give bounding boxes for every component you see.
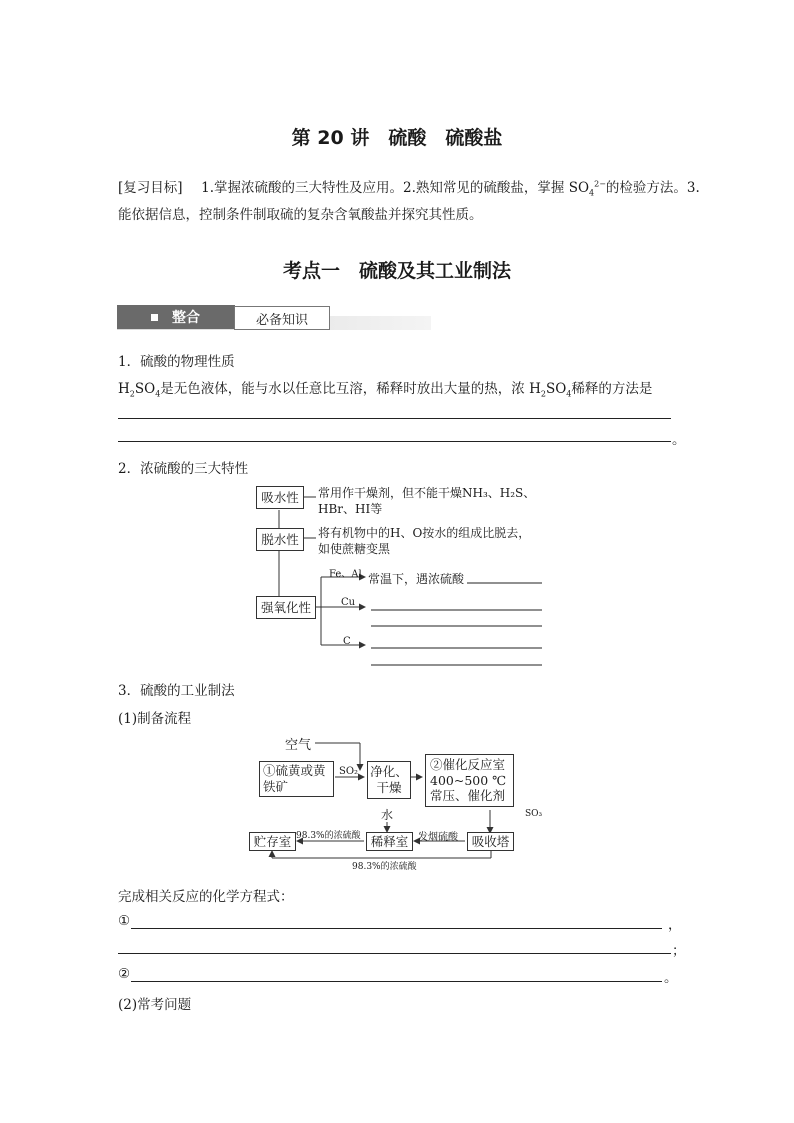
prop1-desc-1: 常用作干燥剂，但不能干燥NH₃、H₂S、 [318, 486, 536, 500]
branch-c: C [343, 636, 351, 647]
banner-dark-label: 整合 [172, 310, 200, 326]
so4-charge: 2− [594, 179, 606, 189]
eq1-comma: ， [668, 917, 682, 933]
s1-sub4: 4 [155, 389, 161, 399]
step3-line2: 400~500 ℃ [430, 772, 507, 788]
eq1-marker: ① [118, 913, 131, 929]
step2-line2: 干燥 [376, 780, 402, 795]
branch-fe-al: Fe、Al [329, 569, 362, 580]
s1-sub2: 2 [129, 389, 135, 399]
s1-h: H [118, 381, 130, 397]
s1-so-b: SO [545, 381, 567, 397]
s1-sub2b: 2 [540, 389, 546, 399]
prop-water-absorbing: 吸水性 [256, 486, 304, 509]
flow-step2 [367, 761, 411, 799]
s1-so: SO [134, 381, 156, 397]
step1-line2: 铁矿 [263, 779, 289, 794]
branch-cu: Cu [341, 597, 356, 608]
s1-end-mark: 。 [672, 432, 686, 448]
prop-oxidizing: 强氧化性 [256, 596, 316, 619]
flow-absorb: 吸收塔 [467, 832, 514, 851]
flow-step1 [259, 761, 334, 797]
eq1-line-1[interactable] [131, 928, 662, 929]
flow-so3: SO₃ [525, 809, 543, 819]
flow-air: 空气 [285, 738, 312, 753]
review-text-1: 1.掌握浓硫酸的三大特性及应用。2.熟知常见的硫酸盐，掌握 SO [201, 180, 590, 196]
prop2-desc-1: 将有机物中的H、O按水的组成比脱去， [318, 526, 531, 540]
eq1-line-2[interactable] [118, 953, 671, 954]
step2-line1: 净化、 [370, 764, 408, 780]
review-text-1-end: 的检验方法。3. [605, 180, 700, 196]
review-objectives-line2: 能依据信息，控制条件制取硫的复杂含氧酸盐并探究其性质。 [118, 207, 483, 223]
review-label: [复习目标] [118, 180, 183, 196]
s2-heading: 2．浓硫酸的三大特性 [118, 461, 249, 477]
banner-light-label: 必备知识 [255, 312, 308, 328]
flow-step3 [425, 754, 514, 807]
step3-line1: ②催化反应室 [430, 757, 506, 773]
s1-text-e: 稀释的方法是 [571, 381, 653, 397]
s3-sub1: (1)制备流程 [118, 711, 192, 727]
eq2-marker: ② [118, 966, 131, 982]
eq2-line[interactable] [131, 981, 662, 982]
so4-sub: 4 [589, 188, 595, 198]
flow-dilution: 稀释室 [366, 832, 413, 851]
flow-oleum: 发烟硫酸 [418, 832, 458, 843]
prop1-desc-2: HBr、HI等 [318, 502, 383, 516]
flow-acid-2: 98.3%的浓硫酸 [352, 862, 417, 872]
fe-al-text: 常温下，遇浓硫酸 [368, 572, 465, 586]
step3-line3: 常压、催化剂 [430, 788, 506, 804]
eq2-period: 。 [664, 970, 678, 986]
flow-water: 水 [381, 808, 394, 822]
flow-so2: SO₂ [339, 766, 359, 777]
s3-heading: 3．硫酸的工业制法 [118, 683, 235, 699]
s1-sub4b: 4 [566, 389, 572, 399]
flow-storage: 贮存室 [249, 832, 296, 851]
prop2-desc-2: 如使蔗糖变黑 [318, 542, 391, 556]
step1-line1: ①硫黄或黄 [263, 763, 326, 779]
eq1-semicolon: ； [672, 943, 686, 959]
prop-dehydrating: 脱水性 [256, 528, 304, 551]
s1-text-c: 是无色液体，能与水以任意比互溶，稀释时放出大量的热，浓 H [160, 381, 541, 397]
section-title: 考点一 硫酸及其工业制法 [282, 260, 511, 282]
complete-equations: 完成相关反应的化学方程式： [118, 889, 294, 905]
s3-sub2: (2)常考问题 [118, 997, 192, 1013]
s1-heading: 1．硫酸的物理性质 [118, 354, 235, 370]
lecture-title: 第 20 讲 硫酸 硫酸盐 [291, 127, 503, 149]
flow-acid-1: 98.3%的浓硫酸 [296, 831, 361, 841]
